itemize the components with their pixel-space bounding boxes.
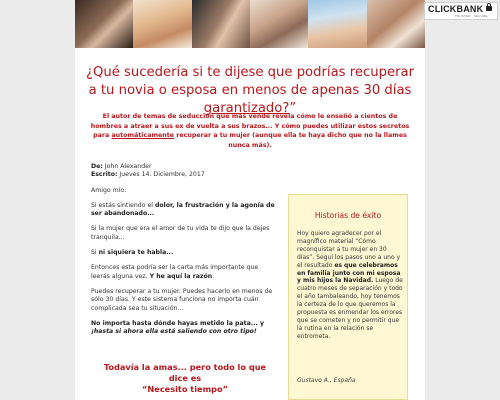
cta-line-1: Todavía la amas... pero todo lo que dice es bbox=[103, 362, 267, 383]
clickbank-tagline: TRUSTED · SECURE bbox=[455, 14, 488, 18]
headline-guarantee: garantizado? bbox=[203, 101, 290, 116]
banner-photo-1 bbox=[75, 0, 133, 48]
banner-photo-2 bbox=[133, 0, 191, 48]
p4-bold: Y he aquí la razón bbox=[149, 272, 213, 280]
banner-photo-6 bbox=[367, 0, 425, 48]
header-banner bbox=[75, 0, 425, 48]
clickbank-brand: CLICKBANK bbox=[428, 4, 484, 14]
subhead-underlined: automáticamente bbox=[111, 132, 175, 140]
letter-paragraph-2: Si la mujer que era el amor de tu vida te dijo que la dejes tranquila... bbox=[91, 225, 270, 241]
banner-photo-4 bbox=[250, 0, 308, 48]
page-subheadline bbox=[88, 112, 412, 150]
headline-main: ¿Qué sucedería si te dijese que podrías recuperar a tu novia o esposa en menos de apenas 30 días bbox=[85, 65, 414, 98]
letter-date bbox=[91, 171, 277, 179]
letter-greeting: Amigo mío: bbox=[91, 186, 127, 194]
testimonial-part-1: Hoy quiero agradecer por el magnífico material “Cómo reconquistar a tu mujer en 30 días”. Seguí los pasos uno a uno y el resultado bbox=[297, 230, 401, 269]
letter-paragraph-1 bbox=[91, 202, 277, 219]
headline-tail: ” bbox=[289, 101, 297, 116]
p3-text: Si bbox=[91, 249, 99, 257]
testimonial-signature: Gustavo A., España bbox=[297, 377, 356, 384]
subhead-before: El autor de temas de seducción que más vende revela cómo le enseñó a cientos de hombres a atraer a sus ex de vuelta a sus brazos... Y cómo puedes utilizar estos secretos para bbox=[90, 113, 410, 140]
lock-icon bbox=[486, 6, 492, 11]
subhead-after: recuperar a tu mujer (aunque ella te haya dicho que no la llames nunca más). bbox=[174, 132, 407, 149]
testimonials-title: Historias de éxito bbox=[314, 211, 382, 220]
p4-end: . bbox=[212, 272, 215, 280]
testimonial-text bbox=[297, 230, 403, 341]
p6-italic: ¡hasta si ahora ella está saliendo con otro tipo! bbox=[91, 328, 257, 336]
letter-paragraph-6 bbox=[91, 320, 277, 337]
banner-photo-3 bbox=[192, 0, 250, 48]
p1-bold: dolor, la frustración y la agonía de ser abandonado... bbox=[91, 201, 275, 218]
p4-text: Entonces esta podría ser la carta más importante que leerás alguna vez. bbox=[91, 264, 259, 280]
letter-paragraph-3 bbox=[91, 249, 277, 257]
p1-text: Si estás sintiendo el bbox=[91, 201, 155, 209]
banner-photo-5 bbox=[308, 0, 366, 48]
from-value: John Alexander bbox=[104, 163, 152, 170]
p6-bold: No importa hasta dónde hayas metido la pata... y bbox=[91, 319, 265, 327]
letter-paragraph-5: Puedes recuperar a tu mujer. Puedes hacerlo en menos de sólo 30 días. Y este sistema funciona no importa cuán complicada sea tu situación... bbox=[91, 287, 273, 312]
from-label: De: bbox=[91, 163, 103, 170]
cta-line-2: “Necesito tiempo” bbox=[142, 384, 228, 394]
page-headline bbox=[83, 64, 417, 118]
date-label: Escrito: bbox=[91, 171, 118, 179]
clickbank-badge[interactable] bbox=[424, 2, 498, 20]
letter-from bbox=[91, 163, 277, 171]
testimonial-part-2: Luego de cuatro meses de separación y todo el año tambaleando, hoy tenemos la certeza de lo que queremos la propuesta es enmendar los errores que se cometen y no permitir que la rutina en la relación se entrometa. bbox=[297, 277, 403, 340]
cta-heading bbox=[95, 362, 275, 395]
testimonials-box bbox=[288, 194, 408, 400]
testimonial-bold: es que celebramos en familia junto con mi esposa y mis hijos la Navidad. bbox=[297, 261, 401, 285]
date-value: Jueves 14. Diciembre, 2017 bbox=[119, 171, 205, 179]
p3-bold: ni siquiera te habla... bbox=[98, 249, 174, 257]
letter-paragraph-4 bbox=[91, 264, 277, 281]
sales-letter bbox=[91, 163, 277, 336]
